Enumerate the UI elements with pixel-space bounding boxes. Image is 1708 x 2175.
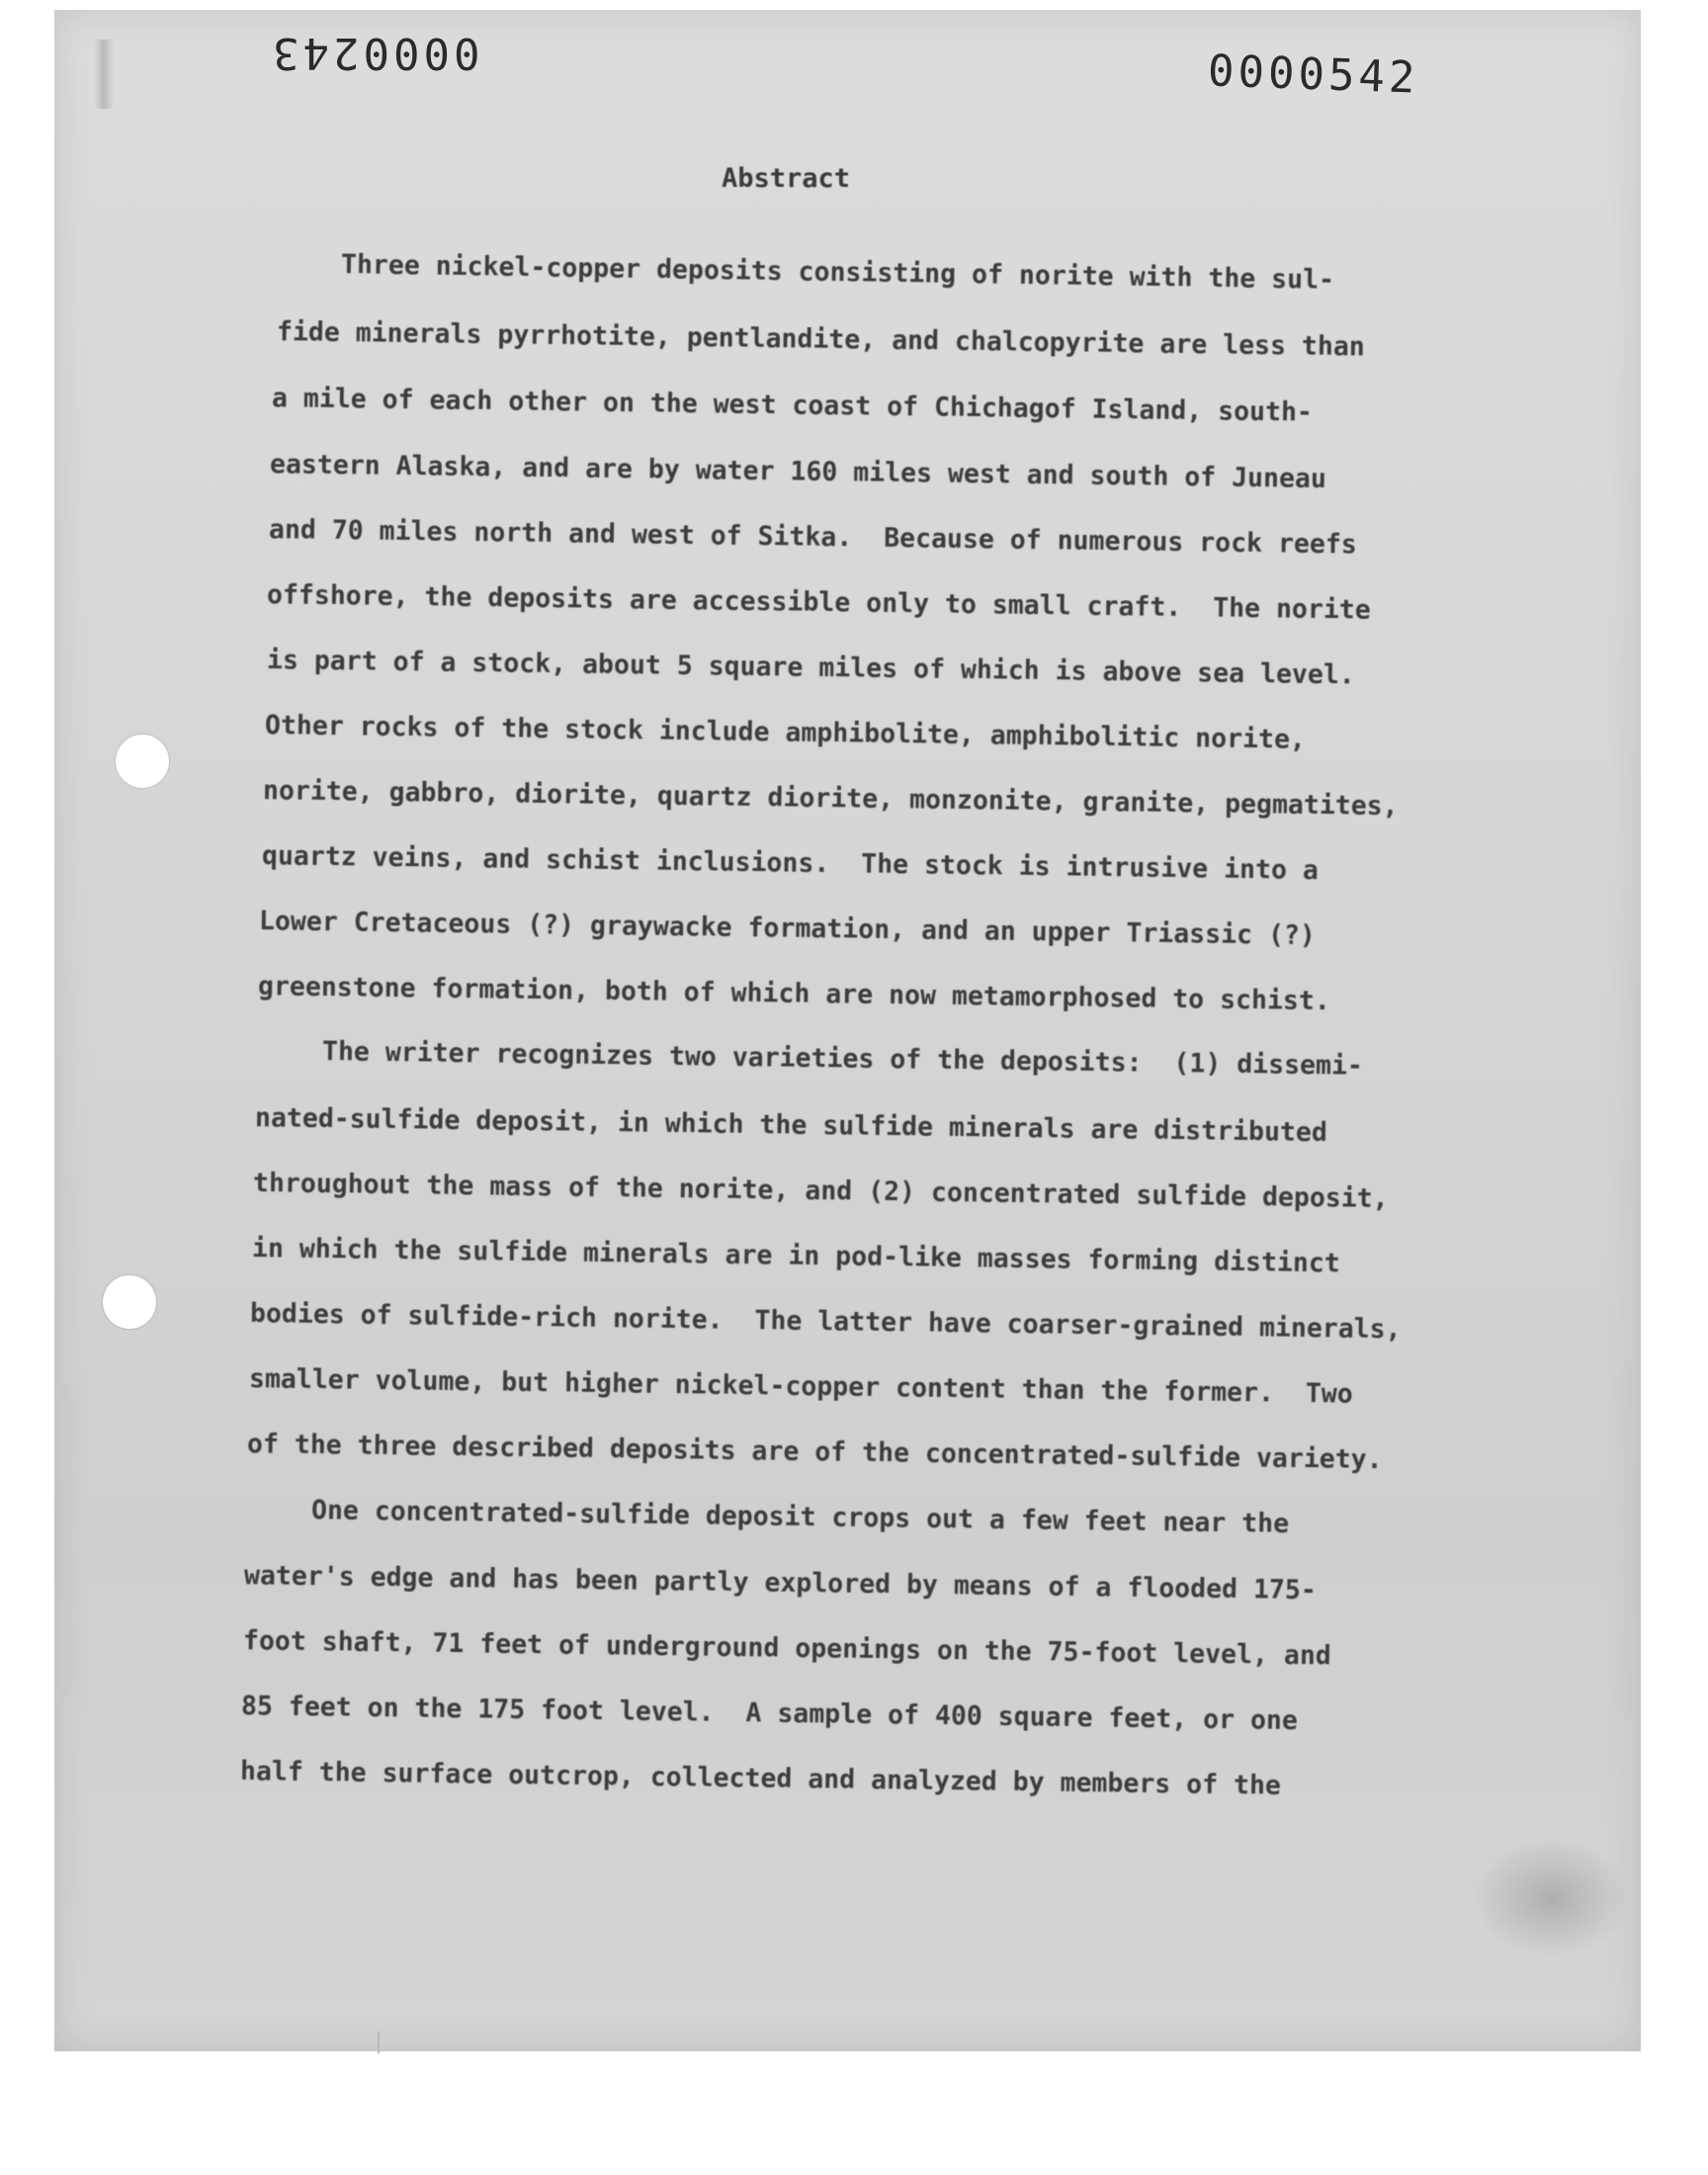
text-line: in which the sulfide minerals are in pod-like masses forming distinct bbox=[251, 1233, 1340, 1279]
text-line: Three nickel-copper deposits consisting of norite with the sul- bbox=[340, 249, 1335, 296]
text-line: smaller volume, but higher nickel-copper content than the former. Two bbox=[248, 1363, 1353, 1410]
text-line: fide minerals pyrrhotite, pentlandite, and chalcopyrite are less than bbox=[276, 316, 1365, 363]
margin-smudge bbox=[94, 40, 114, 109]
punch-hole-bottom bbox=[103, 1275, 156, 1329]
text-line: bodies of sulfide-rich norite. The latter have coarser-grained minerals, bbox=[249, 1298, 1402, 1346]
text-line: a mile of each other on the west coast of Chichagof Island, south- bbox=[271, 383, 1314, 428]
stamp-right-number: 0000542 bbox=[1207, 45, 1420, 104]
text-line: water's edge and has been partly explored by means of a flooded 175- bbox=[243, 1560, 1318, 1607]
fold-mark bbox=[378, 2032, 380, 2053]
text-line: throughout the mass of the norite, and (2) concentrated sulfide deposit, bbox=[252, 1168, 1389, 1215]
text-line: and 70 miles north and west of Sitka. Because of numerous rock reefs bbox=[268, 514, 1357, 561]
text-line: of the three described deposits are of the concentrated-sulfide variety. bbox=[246, 1429, 1383, 1476]
text-line: offshore, the deposits are accessible only to small craft. The norite bbox=[266, 579, 1371, 626]
text-line: The writer recognizes two varieties of the deposits: (1) dissemi- bbox=[321, 1036, 1364, 1082]
stamp-left-number: 0000243 bbox=[269, 28, 480, 78]
text-line: Other rocks of the stock include amphibolite, amphibolitic norite, bbox=[264, 710, 1307, 755]
text-line: norite, gabbro, diorite, quartz diorite, monzonite, granite, pegmatites, bbox=[262, 775, 1399, 823]
text-line: is part of a stock, about 5 square miles of which is above sea level. bbox=[266, 645, 1355, 691]
corner-smudge bbox=[1473, 1839, 1631, 1958]
text-line: greenstone formation, both of which are now metamorphosed to schist. bbox=[257, 971, 1331, 1017]
text-line: eastern Alaska, and are by water 160 miles west and south of Juneau bbox=[269, 449, 1327, 494]
text-line: half the surface outcrop, collected and analyzed by members of the bbox=[239, 1756, 1282, 1801]
punch-hole-top bbox=[116, 735, 169, 788]
text-line: foot shaft, 71 feet of underground openings on the 75-foot level, and bbox=[242, 1625, 1331, 1672]
abstract-title: Abstract bbox=[722, 163, 851, 194]
text-line: One concentrated-sulfide deposit crops out a few feet near the bbox=[310, 1495, 1290, 1539]
text-line: quartz veins, and schist inclusions. The stock is intrusive into a bbox=[261, 840, 1320, 886]
text-line: 85 feet on the 175 foot level. A sample of 400 square feet, or one bbox=[240, 1691, 1299, 1736]
text-line: nated-sulfide deposit, in which the sulfide minerals are distributed bbox=[254, 1102, 1328, 1149]
text-line: Lower Cretaceous (?) graywacke formation, and an upper Triassic (?) bbox=[258, 906, 1317, 951]
